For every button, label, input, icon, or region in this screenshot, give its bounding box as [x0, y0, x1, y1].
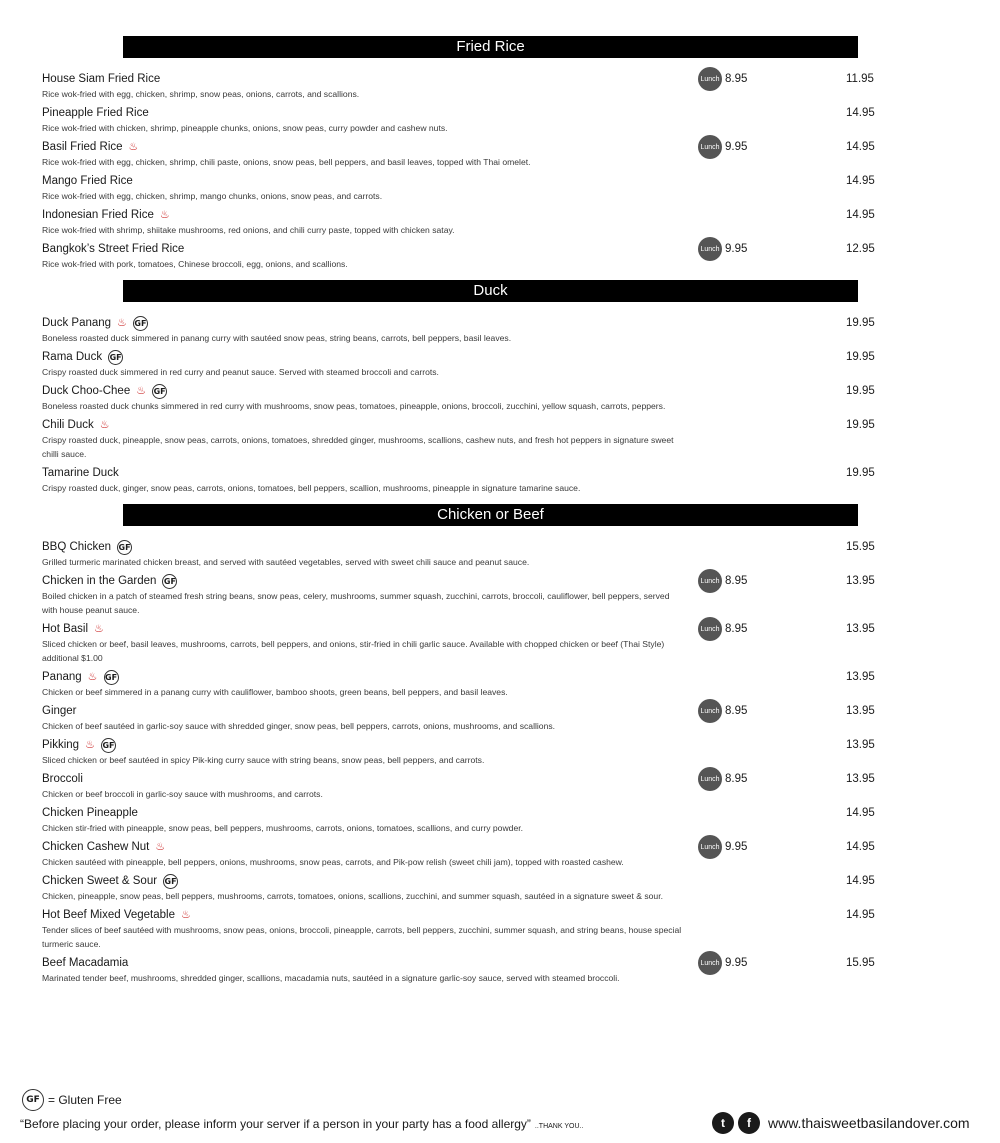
lunch-price: 8.95	[725, 575, 748, 587]
menu-item-description: Grilled turmeric marinated chicken breast, and served with sautéed vegetables, served with sweet chili sauce and peanut sauce.	[42, 557, 530, 567]
menu-item	[0, 350, 1000, 384]
menu-item-price: 14.95	[846, 875, 875, 887]
lunch-price: 8.95	[725, 773, 748, 785]
lunch-badge: Lunch	[698, 767, 722, 791]
menu-item-name: Bangkok’s Street Fried Rice	[42, 243, 185, 255]
menu-item	[0, 840, 1000, 874]
menu-item-name: House Siam Fried Rice	[42, 73, 161, 85]
menu-item-name: Chili Duck	[42, 419, 94, 431]
chili-icon: ♨	[159, 209, 170, 221]
menu-item	[0, 316, 1000, 350]
menu-item-price: 14.95	[846, 909, 875, 921]
menu-item	[0, 908, 1000, 956]
chili-icon: ♨	[128, 141, 139, 153]
menu-item	[0, 140, 1000, 174]
menu-item-price: 14.95	[846, 175, 875, 187]
menu-item-price: 19.95	[846, 351, 875, 363]
menu-item	[0, 806, 1000, 840]
menu-item-name: Chicken Sweet & Sour	[42, 875, 158, 887]
menu-item-description: Tender slices of beef sautéed with mushrooms, snow peas, onions, broccoli, pineapple, carrots, bell peppers, zucchini, summer squash, and string beans, house special turmeric sauce.	[42, 925, 682, 949]
menu-item-price: 13.95	[846, 705, 875, 717]
menu-item-price: 19.95	[846, 467, 875, 479]
gf-icon: GF	[104, 670, 119, 685]
menu-item-price: 14.95	[846, 209, 875, 221]
allergy-note-text: “Before placing your order, please inform your server if a person in your party has a food allergy”	[20, 1117, 531, 1131]
menu-item-name: Duck Panang	[42, 317, 112, 329]
menu-item	[0, 174, 1000, 208]
menu-item	[0, 574, 1000, 622]
menu-item-description: Chicken or beef broccoli in garlic-soy sauce with mushrooms, and carrots.	[42, 789, 323, 799]
menu-item	[0, 874, 1000, 908]
chili-icon: ♨	[99, 419, 110, 431]
menu-item	[0, 622, 1000, 670]
menu-item-price: 13.95	[846, 575, 875, 587]
menu-item-description: Rice wok-fried with pork, tomatoes, Chinese broccoli, egg, onions, and scallions.	[42, 259, 348, 269]
menu-item-list	[0, 302, 1000, 504]
menu-item	[0, 384, 1000, 418]
chili-icon: ♨	[180, 909, 191, 921]
menu-item-price: 14.95	[846, 841, 875, 853]
menu-item-price: 15.95	[846, 957, 875, 969]
lunch-badge: Lunch	[698, 237, 722, 261]
menu-item-description: Rice wok-fried with shrimp, shiitake mushrooms, red onions, and chili curry paste, topped with chicken satay.	[42, 225, 455, 235]
menu-item-list	[0, 58, 1000, 280]
menu-item	[0, 242, 1000, 276]
lunch-badge: Lunch	[698, 569, 722, 593]
website-link[interactable]: www.thaisweetbasilandover.com	[768, 1115, 970, 1131]
thank-you-text: ..THANK YOU..	[534, 1123, 584, 1130]
menu-item-description: Crispy roasted duck, ginger, snow peas, carrots, onions, tomatoes, bell peppers, scallion, mushrooms, pineapple in signature tamarine sauce.	[42, 483, 581, 493]
menu-item-description: Boiled chicken in a patch of steamed fresh string beans, snow peas, celery, mushrooms, summer squash, zucchini, carrots, broccoli, cauliflower, bell peppers, served with house peanut sauce.	[42, 591, 670, 615]
menu-item-name: BBQ Chicken	[42, 541, 112, 553]
menu	[0, 36, 1000, 994]
gf-icon: GF	[163, 874, 178, 889]
allergy-note	[20, 1117, 583, 1131]
menu-item-price: 13.95	[846, 671, 875, 683]
menu-item-name: Indonesian Fried Rice	[42, 209, 154, 221]
menu-item	[0, 956, 1000, 990]
chili-icon: ♨	[155, 841, 166, 853]
menu-item-description: Boneless roasted duck chunks simmered in red curry with mushrooms, snow peas, tomatoes, pineapple, onions, broccoli, zucchini, yellow squash, carrots, peppers.	[42, 401, 666, 411]
menu-item-name: Hot Basil	[42, 623, 89, 635]
menu-item	[0, 738, 1000, 772]
gf-icon: GF	[22, 1089, 44, 1111]
menu-item-name: Pineapple Fried Rice	[42, 107, 149, 119]
lunch-badge: Lunch	[698, 835, 722, 859]
section-header: Fried Rice	[123, 36, 858, 58]
chili-icon: ♨	[94, 623, 104, 635]
menu-item	[0, 72, 1000, 106]
menu-item-price: 11.95	[846, 73, 874, 85]
menu-item-description: Sliced chicken or beef sautéed in spicy Pik-king curry sauce with string beans, snow peas, bell peppers, and carrots.	[42, 755, 485, 765]
menu-item-price: 13.95	[846, 739, 875, 751]
lunch-price: 9.95	[725, 957, 748, 969]
menu-item	[0, 208, 1000, 242]
menu-item-description: Rice wok-fried with egg, chicken, shrimp, chili paste, onions, snow peas, bell peppers, and basil leaves, topped with Thai omelet.	[42, 157, 531, 167]
menu-item-description: Crispy roasted duck, pineapple, snow peas, carrots, onions, tomatoes, shredded ginger, mushrooms, scallions, cashew nuts, and fresh hot peppers in signature sweet chilli sauce.	[42, 435, 674, 459]
gf-icon: GF	[162, 574, 177, 589]
gf-legend	[22, 1089, 122, 1111]
gf-icon: GF	[152, 384, 167, 399]
lunch-price: 9.95	[725, 841, 748, 853]
menu-item-name: Chicken in the Garden	[42, 575, 157, 587]
chili-icon: ♨	[85, 739, 95, 751]
menu-item-description: Chicken of beef sautéed in garlic-soy sauce with shredded ginger, snow peas, bell peppers, carrots, onions, mushrooms, and scallions.	[42, 721, 556, 731]
social-links	[712, 1112, 970, 1134]
menu-item-name: Basil Fried Rice	[42, 141, 123, 153]
menu-item	[0, 106, 1000, 140]
menu-item-name: Broccoli	[42, 773, 83, 785]
menu-item-price: 19.95	[846, 419, 875, 431]
menu-item-name: Ginger	[42, 705, 77, 717]
chili-icon: ♨	[136, 385, 147, 397]
menu-item	[0, 704, 1000, 738]
menu-item-name: Beef Macadamia	[42, 957, 129, 969]
menu-item-price: 15.95	[846, 541, 875, 553]
menu-item-description: Rice wok-fried with egg, chicken, shrimp, mango chunks, onions, snow peas, and carrots.	[42, 191, 383, 201]
menu-item	[0, 772, 1000, 806]
menu-item-description: Rice wok-fried with chicken, shrimp, pineapple chunks, onions, snow peas, curry powder and cashew nuts.	[42, 123, 448, 133]
menu-item-name: Pikking	[42, 739, 80, 751]
menu-item-name: Panang	[42, 671, 82, 683]
menu-item	[0, 466, 1000, 500]
lunch-price: 8.95	[725, 705, 748, 717]
twitter-icon[interactable]: t	[712, 1112, 734, 1134]
menu-item-name: Duck Choo-Chee	[42, 385, 131, 397]
lunch-price: 9.95	[725, 141, 748, 153]
lunch-badge: Lunch	[698, 67, 722, 91]
menu-item	[0, 540, 1000, 574]
menu-item-name: Mango Fried Rice	[42, 175, 133, 187]
gf-icon: GF	[133, 316, 148, 331]
menu-item-price: 14.95	[846, 807, 875, 819]
lunch-badge: Lunch	[698, 951, 722, 975]
menu-item-name: Chicken Pineapple	[42, 807, 138, 819]
menu-item-price: 19.95	[846, 317, 875, 329]
menu-item-list	[0, 526, 1000, 994]
lunch-badge: Lunch	[698, 135, 722, 159]
menu-item	[0, 418, 1000, 466]
gf-icon: GF	[108, 350, 123, 365]
menu-item-price: 13.95	[846, 773, 875, 785]
chili-icon: ♨	[117, 317, 127, 329]
menu-item-price: 14.95	[846, 141, 875, 153]
lunch-price: 8.95	[725, 623, 748, 635]
lunch-badge: Lunch	[698, 617, 722, 641]
menu-item-description: Sliced chicken or beef, basil leaves, mushrooms, carrots, bell peppers, and onions, stir-fried in chili garlic sauce. Available with chopped chicken or beef (Thai Style) additional $1.00	[42, 639, 665, 663]
menu-item-name: Rama Duck	[42, 351, 103, 363]
menu-item-description: Boneless roasted duck simmered in panang curry with sautéed snow peas, string beans, carrots, bell peppers, basil leaves.	[42, 333, 512, 343]
gf-icon: GF	[101, 738, 116, 753]
menu-item-price: 19.95	[846, 385, 875, 397]
lunch-price: 9.95	[725, 243, 748, 255]
section-header: Chicken or Beef	[123, 504, 858, 526]
menu-item-description: Chicken stir-fried with pineapple, snow peas, bell peppers, mushrooms, carrots, onions, tomatoes, scallions, and curry powder.	[42, 823, 524, 833]
lunch-badge: Lunch	[698, 699, 722, 723]
menu-item-name: Tamarine Duck	[42, 467, 119, 479]
menu-item	[0, 670, 1000, 704]
menu-item-description: Crispy roasted duck simmered in red curry and peanut sauce. Served with steamed broccoli and carrots.	[42, 367, 439, 377]
menu-item-description: Chicken sautéed with pineapple, bell peppers, onions, mushrooms, snow peas, carrots, and Pik-pow relish (sweet chili jam), topped with roasted cashew.	[42, 857, 624, 867]
menu-item-price: 13.95	[846, 623, 875, 635]
menu-item-price: 14.95	[846, 107, 875, 119]
menu-item-description: Chicken, pineapple, snow peas, bell peppers, mushrooms, carrots, tomatoes, onions, scallions, zucchini, and summer squash, sautéed in a signature sweet & sour.	[42, 891, 663, 901]
menu-item-description: Rice wok-fried with egg, chicken, shrimp, snow peas, onions, carrots, and scallions.	[42, 89, 360, 99]
facebook-icon[interactable]: f	[738, 1112, 760, 1134]
menu-item-price: 12.95	[846, 243, 875, 255]
lunch-price: 8.95	[725, 73, 748, 85]
section-header: Duck	[123, 280, 858, 302]
gf-icon: GF	[117, 540, 132, 555]
menu-item-name: Hot Beef Mixed Vegetable	[42, 909, 175, 921]
menu-item-description: Chicken or beef simmered in a panang curry with cauliflower, bamboo shoots, green beans, bell peppers, and basil leaves.	[42, 687, 508, 697]
gf-legend-text: = Gluten Free	[48, 1093, 122, 1107]
menu-item-name: Chicken Cashew Nut	[42, 841, 150, 853]
chili-icon: ♨	[87, 671, 98, 683]
menu-item-description: Marinated tender beef, mushrooms, shredded ginger, scallions, macadamia nuts, sautéed in a signature garlic-soy sauce, served with steamed broccoli.	[42, 973, 620, 983]
